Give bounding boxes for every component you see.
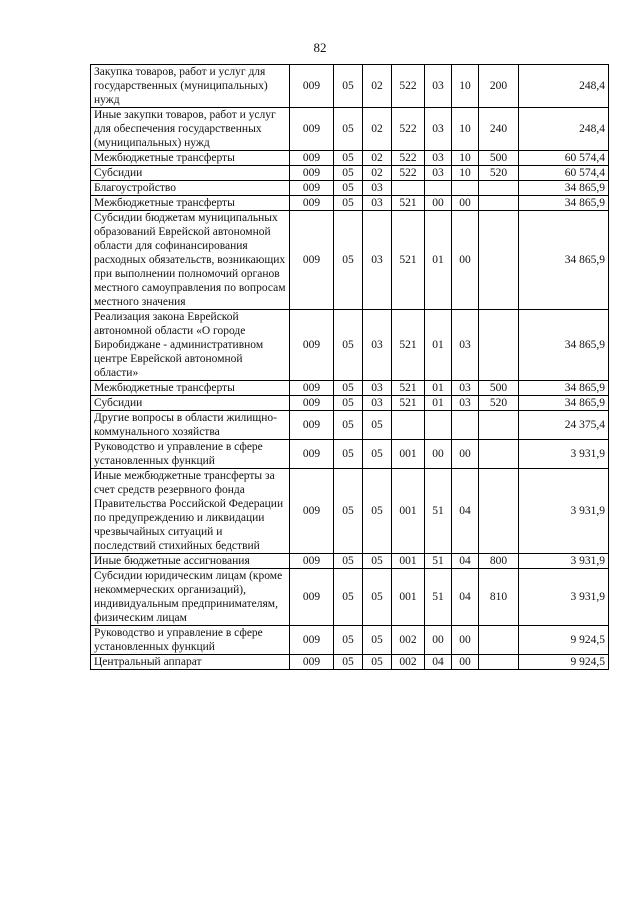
code-item: 10 <box>452 166 479 181</box>
code-subsection: 05 <box>363 626 392 655</box>
row-amount: 34 865,9 <box>519 381 609 396</box>
code-expense-type: 200 <box>479 65 519 108</box>
code-subsection: 05 <box>363 569 392 626</box>
code-program: 521 <box>392 381 425 396</box>
code-section: 05 <box>334 65 363 108</box>
code-program: 521 <box>392 211 425 310</box>
code-subsection: 02 <box>363 166 392 181</box>
table-row <box>91 196 609 211</box>
row-amount: 34 865,9 <box>519 211 609 310</box>
code-ministry: 009 <box>290 65 334 108</box>
code-subprogram: 01 <box>425 211 452 310</box>
row-amount: 34 865,9 <box>519 196 609 211</box>
code-program: 001 <box>392 554 425 569</box>
code-subprogram: 00 <box>425 196 452 211</box>
table-row <box>91 569 609 626</box>
code-subprogram: 01 <box>425 310 452 381</box>
code-subsection: 05 <box>363 440 392 469</box>
code-expense-type: 520 <box>479 166 519 181</box>
row-name: Руководство и управление в сфере установленных функций <box>91 440 290 469</box>
code-section: 05 <box>334 554 363 569</box>
code-section: 05 <box>334 381 363 396</box>
code-ministry: 009 <box>290 626 334 655</box>
row-amount: 24 375,4 <box>519 411 609 440</box>
code-subprogram: 01 <box>425 381 452 396</box>
code-section: 05 <box>334 196 363 211</box>
row-amount: 3 931,9 <box>519 554 609 569</box>
row-name: Руководство и управление в сфере установленных функций <box>91 626 290 655</box>
code-program: 521 <box>392 396 425 411</box>
table-row <box>91 65 609 108</box>
code-expense-type <box>479 626 519 655</box>
row-name: Иные бюджетные ассигнования <box>91 554 290 569</box>
code-subprogram: 51 <box>425 569 452 626</box>
table-row <box>91 181 609 196</box>
row-amount: 3 931,9 <box>519 440 609 469</box>
code-section: 05 <box>334 211 363 310</box>
code-ministry: 009 <box>290 166 334 181</box>
code-item <box>452 411 479 440</box>
code-program: 522 <box>392 65 425 108</box>
code-expense-type: 800 <box>479 554 519 569</box>
table-row <box>91 151 609 166</box>
row-name: Реализация закона Еврейской автономной области «О городе Биробиджане - административном центре Еврейской автономной области» <box>91 310 290 381</box>
code-subprogram: 00 <box>425 626 452 655</box>
code-subprogram: 03 <box>425 166 452 181</box>
code-subsection: 02 <box>363 151 392 166</box>
code-ministry: 009 <box>290 396 334 411</box>
code-expense-type <box>479 196 519 211</box>
code-section: 05 <box>334 440 363 469</box>
code-ministry: 009 <box>290 440 334 469</box>
row-amount: 9 924,5 <box>519 655 609 670</box>
row-name: Субсидии <box>91 166 290 181</box>
row-amount: 3 931,9 <box>519 469 609 554</box>
code-ministry: 009 <box>290 108 334 151</box>
code-subsection: 03 <box>363 181 392 196</box>
code-program: 521 <box>392 310 425 381</box>
table-row <box>91 396 609 411</box>
row-amount: 60 574,4 <box>519 151 609 166</box>
row-name: Благоустройство <box>91 181 290 196</box>
code-section: 05 <box>334 655 363 670</box>
row-amount: 9 924,5 <box>519 626 609 655</box>
code-expense-type <box>479 655 519 670</box>
code-item: 04 <box>452 569 479 626</box>
row-name: Субсидии <box>91 396 290 411</box>
code-ministry: 009 <box>290 310 334 381</box>
code-subsection: 05 <box>363 554 392 569</box>
code-expense-type <box>479 469 519 554</box>
code-expense-type: 810 <box>479 569 519 626</box>
code-section: 05 <box>334 151 363 166</box>
code-subprogram: 01 <box>425 396 452 411</box>
code-program: 522 <box>392 108 425 151</box>
code-section: 05 <box>334 626 363 655</box>
code-program <box>392 181 425 196</box>
code-subsection: 02 <box>363 65 392 108</box>
row-name: Закупка товаров, работ и услуг для государственных (муниципальных) нужд <box>91 65 290 108</box>
code-program: 001 <box>392 469 425 554</box>
code-item: 00 <box>452 440 479 469</box>
table-row <box>91 626 609 655</box>
code-subprogram: 03 <box>425 151 452 166</box>
code-ministry: 009 <box>290 196 334 211</box>
code-section: 05 <box>334 310 363 381</box>
code-expense-type: 520 <box>479 396 519 411</box>
code-ministry: 009 <box>290 411 334 440</box>
code-section: 05 <box>334 396 363 411</box>
code-ministry: 009 <box>290 181 334 196</box>
code-item: 03 <box>452 381 479 396</box>
code-program: 002 <box>392 626 425 655</box>
row-name: Другие вопросы в области жилищно-коммунального хозяйства <box>91 411 290 440</box>
row-amount: 34 865,9 <box>519 181 609 196</box>
code-section: 05 <box>334 411 363 440</box>
code-program: 001 <box>392 440 425 469</box>
code-expense-type <box>479 181 519 196</box>
code-subsection: 02 <box>363 108 392 151</box>
table-row <box>91 655 609 670</box>
table-row <box>91 211 609 310</box>
table-row <box>91 381 609 396</box>
code-ministry: 009 <box>290 469 334 554</box>
row-name: Центральный аппарат <box>91 655 290 670</box>
row-name: Субсидии бюджетам муниципальных образований Еврейской автономной области для софинансирования расходных обязательств, возникающих при выполнении полномочий органов местного самоуправления по вопросам местного значения <box>91 211 290 310</box>
code-subprogram: 51 <box>425 554 452 569</box>
code-item: 00 <box>452 211 479 310</box>
code-ministry: 009 <box>290 151 334 166</box>
code-ministry: 009 <box>290 381 334 396</box>
code-subprogram: 04 <box>425 655 452 670</box>
code-subsection: 03 <box>363 381 392 396</box>
code-item: 10 <box>452 151 479 166</box>
code-expense-type: 500 <box>479 381 519 396</box>
table-row <box>91 166 609 181</box>
row-amount: 248,4 <box>519 65 609 108</box>
row-name: Субсидии юридическим лицам (кроме некоммерческих организаций), индивидуальным предпринимателям, физическим лицам <box>91 569 290 626</box>
code-item: 00 <box>452 655 479 670</box>
code-section: 05 <box>334 181 363 196</box>
code-program <box>392 411 425 440</box>
row-name: Иные межбюджетные трансферты за счет средств резервного фонда Правительства Российской Федерации по предупреждению и ликвидации чрезвычайных ситуаций и последствий стихийных бедствий <box>91 469 290 554</box>
code-subprogram <box>425 411 452 440</box>
code-ministry: 009 <box>290 211 334 310</box>
code-section: 05 <box>334 469 363 554</box>
code-subsection: 03 <box>363 196 392 211</box>
row-name: Межбюджетные трансферты <box>91 381 290 396</box>
code-program: 521 <box>392 196 425 211</box>
code-subsection: 03 <box>363 396 392 411</box>
table-row <box>91 554 609 569</box>
row-amount: 248,4 <box>519 108 609 151</box>
code-expense-type <box>479 440 519 469</box>
code-item: 04 <box>452 469 479 554</box>
code-section: 05 <box>334 569 363 626</box>
code-program: 001 <box>392 569 425 626</box>
code-item: 04 <box>452 554 479 569</box>
row-amount: 34 865,9 <box>519 310 609 381</box>
code-program: 522 <box>392 166 425 181</box>
code-subprogram: 00 <box>425 440 452 469</box>
code-section: 05 <box>334 108 363 151</box>
budget-table <box>90 64 609 670</box>
row-amount: 60 574,4 <box>519 166 609 181</box>
code-program: 522 <box>392 151 425 166</box>
code-item: 10 <box>452 108 479 151</box>
code-subsection: 05 <box>363 469 392 554</box>
code-ministry: 009 <box>290 554 334 569</box>
code-item: 00 <box>452 196 479 211</box>
code-expense-type <box>479 310 519 381</box>
row-amount: 34 865,9 <box>519 396 609 411</box>
code-item: 10 <box>452 65 479 108</box>
code-item: 03 <box>452 310 479 381</box>
code-expense-type: 240 <box>479 108 519 151</box>
row-amount: 3 931,9 <box>519 569 609 626</box>
table-row <box>91 411 609 440</box>
code-subprogram: 51 <box>425 469 452 554</box>
code-program: 002 <box>392 655 425 670</box>
table-row <box>91 440 609 469</box>
code-subsection: 03 <box>363 211 392 310</box>
code-subprogram: 03 <box>425 108 452 151</box>
row-name: Межбюджетные трансферты <box>91 196 290 211</box>
code-subsection: 05 <box>363 655 392 670</box>
row-name: Межбюджетные трансферты <box>91 151 290 166</box>
code-expense-type <box>479 211 519 310</box>
table-row <box>91 469 609 554</box>
code-subprogram: 03 <box>425 65 452 108</box>
code-ministry: 009 <box>290 569 334 626</box>
code-subprogram <box>425 181 452 196</box>
code-item <box>452 181 479 196</box>
code-ministry: 009 <box>290 655 334 670</box>
code-expense-type <box>479 411 519 440</box>
code-subsection: 03 <box>363 310 392 381</box>
page-number: 82 <box>313 40 327 55</box>
table-row <box>91 108 609 151</box>
code-item: 03 <box>452 396 479 411</box>
code-subsection: 05 <box>363 411 392 440</box>
row-name: Иные закупки товаров, работ и услуг для обеспечения государственных (муниципальных) нужд <box>91 108 290 151</box>
table-row <box>91 310 609 381</box>
code-item: 00 <box>452 626 479 655</box>
code-section: 05 <box>334 166 363 181</box>
code-expense-type: 500 <box>479 151 519 166</box>
